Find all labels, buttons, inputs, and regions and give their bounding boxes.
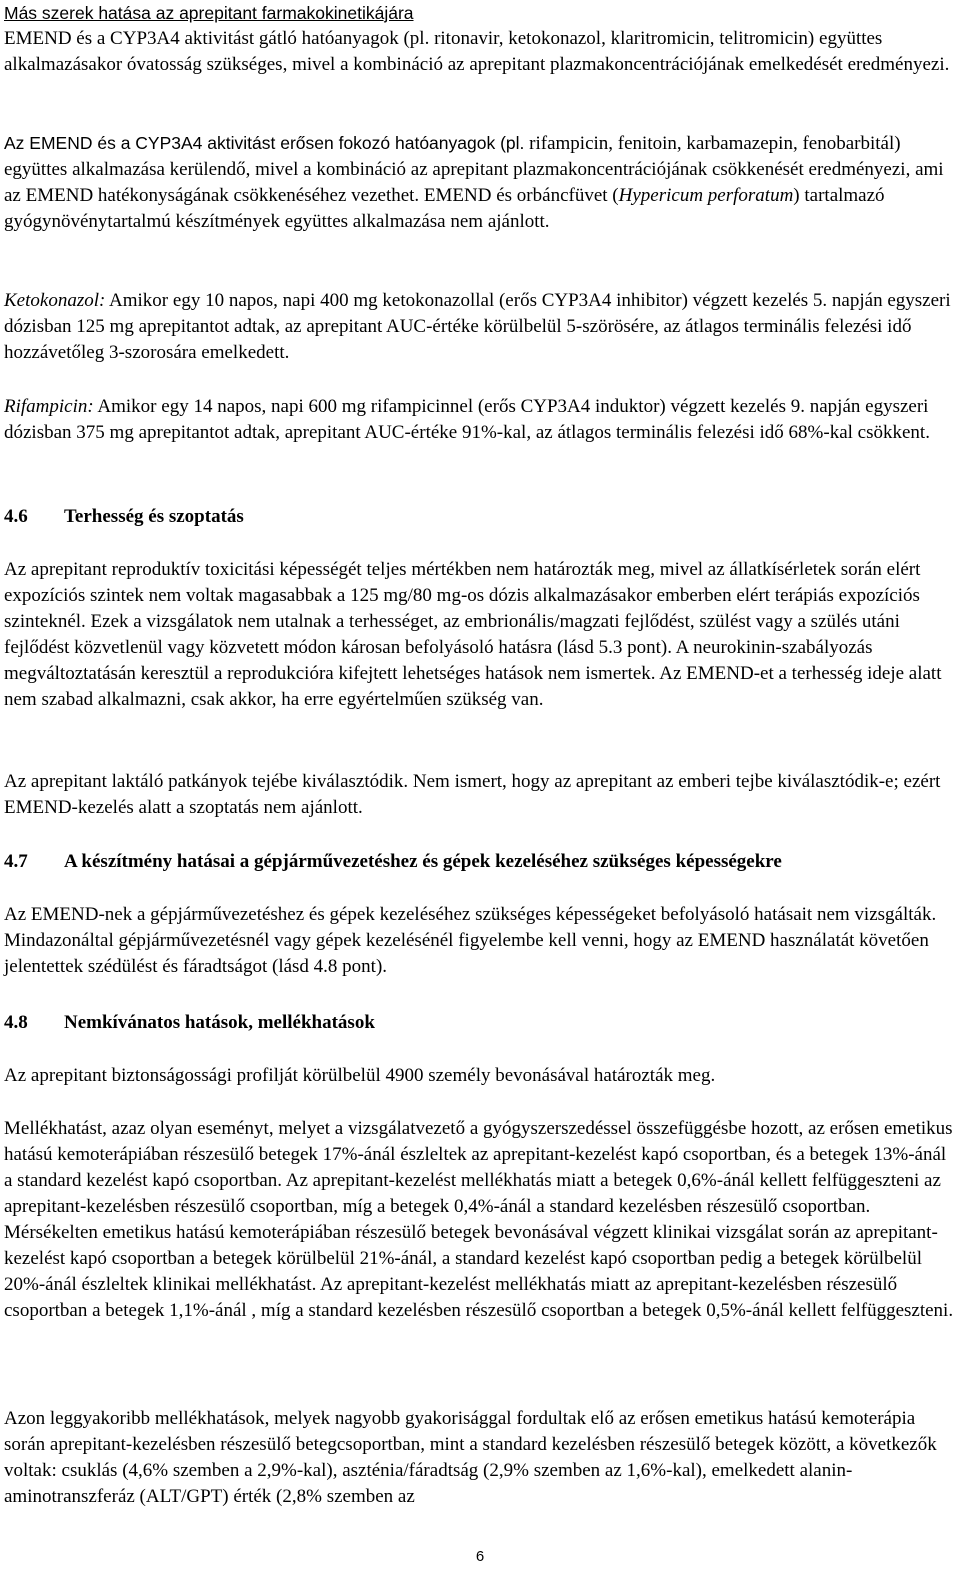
rifampicin-label: Rifampicin: bbox=[4, 396, 94, 417]
ketoconazole-text: Amikor egy 10 napos, napi 400 mg ketokonazollal (erős CYP3A4 inhibitor) végzett kezelés 5. napján egyszeri dózisban 125 mg aprepitantot adtak, az aprepitant AUC-értéke körülbelül 5-szörösére, az átlagos terminális felezési idő hozzávetőleg 3-szorosára emelkedett. bbox=[4, 290, 951, 363]
section-4-8-paragraph-3: Azon leggyakoribb mellékhatások, melyek nagyobb gyakorisággal fordultak elő az erősen emetikus hatású kemoterápia során aprepitant-kezelésben részesülő betegcsoportban, mint a standard kezelésben részesülő betegek között, a következők voltak: csuklás (4,6% szemben a 2,9%-kal), aszténia/fáradtság (2,9% szemben az 1,6%-kal), emelkedett alanin-aminotranszferáz (ALT/GPT) érték (2,8% szemben az bbox=[4, 1408, 937, 1507]
section-4-7-title: A készítmény hatásai a gépjárművezetéshez és gépek kezeléséhez szükséges képességekre bbox=[64, 851, 782, 872]
interactions-paragraph-1: EMEND és a CYP3A4 aktivitást gátló hatóanyagok (pl. ritonavir, ketokonazol, klaritromicin, telitromicin) együttes alkalmazásakor óvatosság szükséges, mivel a kombináció az aprepitant plazmakoncentrációjának emelkedését eredményezi. bbox=[4, 28, 950, 75]
section-4-6-title: Terhesség és szoptatás bbox=[64, 506, 244, 527]
interactions-heading: Más szerek hatása az aprepitant farmakokinetikájára bbox=[4, 3, 414, 23]
section-4-8-number: 4.8 bbox=[4, 1012, 28, 1033]
section-4-6-paragraph-1: Az aprepitant reproduktív toxicitási képességét teljes mértékben nem határozták meg, mivel az állatkísérletek során elért expozíciós szintek nem voltak magasabbak a 125 mg/80 mg-os dózis alkalmazásakor emberben elért terápiás expozíciós szinteknél. Ezek a vizsgálatok nem utalnak a terhességet, az embrionális/magzati fejlődést, szülést vagy a szülés utáni fejlődést közvetlenül vagy közvetett módon károsan befolyásoló hatásra (lásd 5.3 pont). A neurokinin-szabályozás megváltoztatásán keresztül a reprodukcióra kifejtett lehetséges hatások nem ismertek. Az EMEND-et a terhesség ideje alatt nem szabad alkalmazni, csak akkor, ha erre egyértelműen szükség van. bbox=[4, 559, 942, 710]
section-4-6-number: 4.6 bbox=[4, 506, 28, 527]
section-4-8-paragraph-1: Az aprepitant biztonságossági profilját körülbelül 4900 személy bevonásával határozták meg. bbox=[4, 1065, 716, 1086]
interactions-paragraph-2-body: rifampicin, fenitoin, karbamazepin, fenobarbitál) együttes alkalmazása kerülendő, mivel a kombináció az aprepitant plazmakoncentrációjának csökkenését eredményezi, ami az EMEND hatékonyságának csökkenéséhez vezethet. EMEND és orbáncfüvet ( bbox=[4, 133, 944, 206]
section-4-6-heading bbox=[4, 504, 956, 530]
interactions-paragraph-2-end: ) tartalmazó gyógynövénytartalmú készítmények együttes alkalmazása nem ajánlott. bbox=[4, 185, 885, 232]
section-4-7-heading bbox=[4, 849, 956, 875]
section-4-8-title: Nemkívánatos hatások, mellékhatások bbox=[64, 1012, 375, 1033]
section-4-8-paragraph-2: Mellékhatást, azaz olyan eseményt, melyet a vizsgálatvezető a gyógyszerszedéssel összefüggésbe hozott, az erősen emetikus hatású kemoterápiában részesülő betegek 17%-ánál észleltek az aprepitant-kezelést kapó csoportban, és a betegek 13%-ánál a standard kezelést kapó csoportban. Az aprepitant-kezelést mellékhatás miatt a betegek 0,6%-ánál kellett felfüggeszteni az aprepitant-kezelésben részesülő csoportban, míg a betegek 0,4%-ánál a standard kezelésben részesülő csoportban. Mérsékelten emetikus hatású kemoterápiában részesülő betegek bevonásával végzett klinikai vizsgálat során az aprepitant-kezelést kapó csoportban a betegek körülbelül 21%-ánál, a standard kezelést kapó csoportban pedig a betegek körülbelül 20%-ánál észleltek klinikai mellékhatást. Az aprepitant-kezelést mellékhatás miatt az aprepitant-kezelésben részesülő csoportban a betegek 1,1%-ánál , míg a standard kezelésben részesülő csoportban a betegek 0,5%-ánál kellett felfüggeszteni. bbox=[4, 1118, 954, 1321]
section-4-7-paragraph-1: Az EMEND-nek a gépjárművezetéshez és gépek kezeléséhez szükséges képességeket befolyásoló hatásait nem vizsgálták. Mindazonáltal gépjárművezetésnél vagy gépek kezelésénél figyelembe kell venni, hogy az EMEND használatát követően jelentettek szédülést és fáradtságot (lásd 4.8 pont). bbox=[4, 904, 937, 977]
section-4-7-number: 4.7 bbox=[4, 851, 28, 872]
interactions-paragraph-2-italic: Hypericum perforatum bbox=[618, 185, 794, 206]
section-4-6-paragraph-2: Az aprepitant laktáló patkányok tejébe kiválasztódik. Nem ismert, hogy az aprepitant az emberi tejbe kiválasztódik-e; ezért EMEND-kezelés alatt a szoptatás nem ajánlott. bbox=[4, 771, 941, 818]
ketoconazole-label: Ketokonazol: bbox=[4, 290, 106, 311]
rifampicin-paragraph bbox=[4, 394, 956, 446]
interactions-paragraph-2 bbox=[4, 130, 956, 235]
page-number: 6 bbox=[475, 1548, 485, 1565]
interactions-paragraph-2-lead: Az EMEND és a CYP3A4 aktivitást erősen fokozó hatóanyagok (pl. bbox=[4, 133, 525, 153]
ketoconazole-paragraph bbox=[4, 288, 956, 366]
section-4-8-heading bbox=[4, 1010, 956, 1036]
rifampicin-text: Amikor egy 14 napos, napi 600 mg rifampicinnel (erős CYP3A4 induktor) végzett kezelés 9. napján egyszeri dózisban 375 mg aprepitantot adtak, aprepitant AUC-értéke 91%-kal, az átlagos terminális felezési idő 68%-kal csökkent. bbox=[4, 396, 930, 443]
